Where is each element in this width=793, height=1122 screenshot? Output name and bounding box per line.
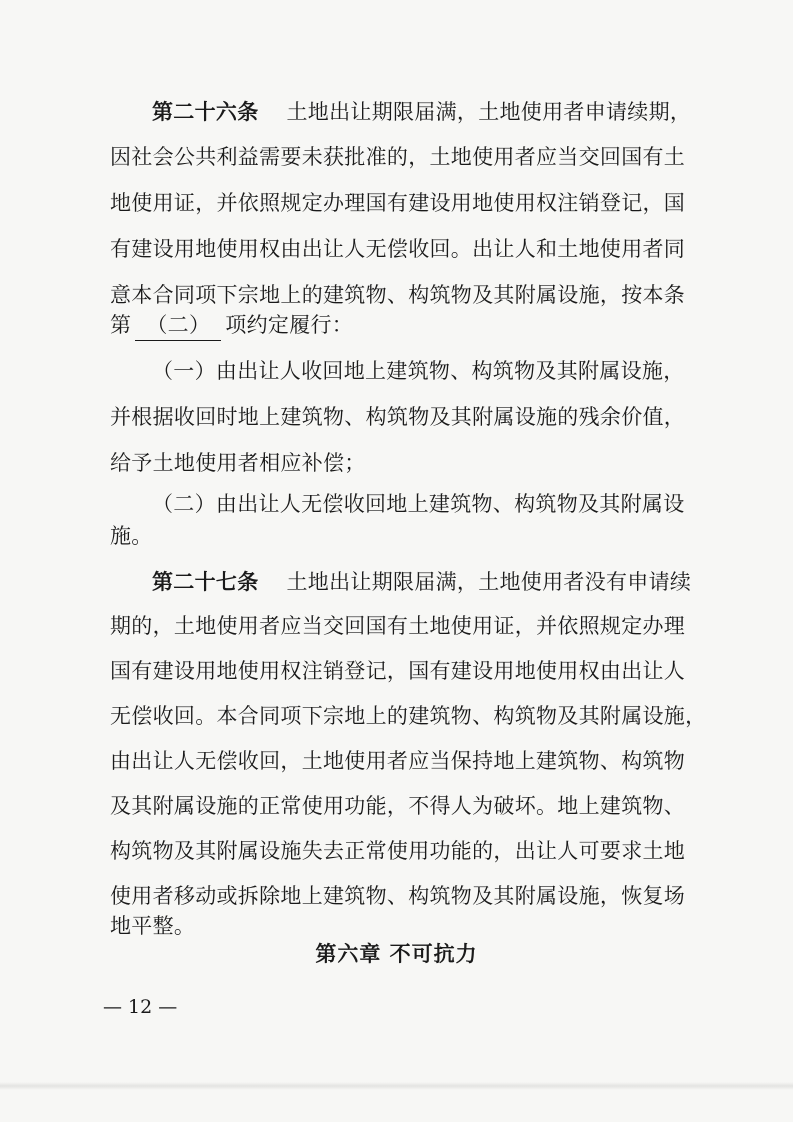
article27-heading: 第二十七条: [152, 569, 259, 594]
article27-line-7: 构筑物及其附属设施失去正常使用功能的，出让人可要求土地: [110, 839, 686, 863]
article26-line-3: 地使用证，并依照规定办理国有建设用地使用权注销登记，国: [110, 191, 686, 215]
article26-first-line: [152, 97, 690, 127]
chapter-title: 第六章 不可抗力: [315, 942, 478, 966]
page-number: — 12 —: [103, 996, 178, 1018]
article27-line-8: 使用者移动或拆除地上建筑物、构筑物及其附属设施，恢复场: [110, 884, 686, 908]
article26-line-2: 因社会公共利益需要未获批准的，土地使用者应当交回国有土: [110, 145, 686, 169]
article26-line-4: 有建设用地使用权由出让人无偿收回。出让人和土地使用者同: [110, 237, 686, 261]
article26-choice-line: [110, 311, 690, 341]
article26-heading: 第二十六条: [152, 99, 259, 124]
choice-suffix: 项约定履行：: [225, 313, 354, 337]
option1-line-1: （一）由出让人收回地上建筑物、构筑物及其附属设施，: [152, 359, 685, 383]
article27-line-4: 无偿收回。本合同项下宗地上的建筑物、构筑物及其附属设施，: [110, 704, 707, 728]
choice-prefix: 第: [110, 313, 132, 337]
article27-line-2: 期的，土地使用者应当交回国有土地使用证，并依照规定办理: [110, 614, 686, 638]
article26-line-5: 意本合同项下宗地上的建筑物、构筑物及其附属设施，按本条: [110, 283, 686, 307]
option2-line-2: 施。: [110, 524, 153, 548]
article27-first-line: [152, 567, 690, 597]
article27-line-9: 地平整。: [110, 914, 196, 938]
option1-line-3: 给予土地使用者相应补偿；: [110, 451, 366, 475]
option2-line-1: （二）由出让人无偿收回地上建筑物、构筑物及其附属设: [152, 492, 685, 516]
option1-line-2: 并根据收回时地上建筑物、构筑物及其附属设施的残余价值，: [110, 405, 686, 429]
article27-line-3: 国有建设用地使用权注销登记，国有建设用地使用权由出让人: [110, 659, 686, 683]
article27-line-1: 土地出让期限届满，土地使用者没有申请续: [286, 570, 692, 594]
article26-line-1: 土地出让期限届满，土地使用者申请续期，: [286, 100, 692, 124]
article27-line-6: 及其附属设施的正常使用功能，不得人为破坏。地上建筑物、: [110, 794, 686, 818]
choice-value: （二）: [135, 311, 221, 341]
article27-line-5: 由出让人无偿收回，土地使用者应当保持地上建筑物、构筑物: [110, 749, 686, 773]
scan-edge: [0, 1082, 793, 1090]
